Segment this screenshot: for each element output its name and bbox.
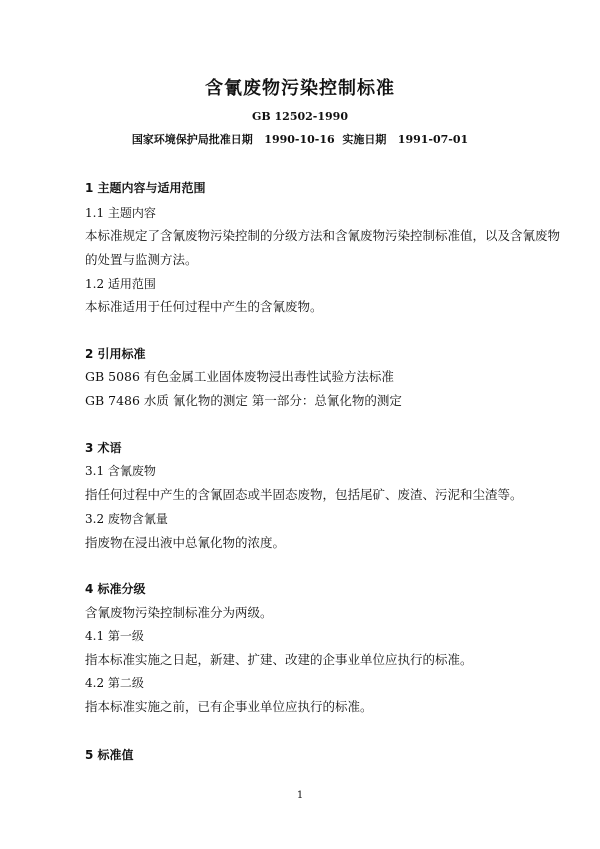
- section-3-heading: 3 术语: [85, 441, 122, 455]
- section-4-2-heading: 4.2 第二级: [85, 676, 144, 690]
- document-title: 含氰废物污染控制标准: [205, 78, 395, 99]
- section-1-1-text-line1: 本标准规定了含氰废物污染控制的分级方法和含氰废物污染控制标准值，以及含氰废物: [85, 228, 561, 243]
- reference-gb5086: GB 5086 有色金属工业固体废物浸出毒性试验方法标准: [85, 369, 394, 384]
- section-3-1-text: 指任何过程中产生的含氰固态或半固态废物，包括尾矿、废渣、污泥和尘渣等。: [85, 487, 523, 502]
- section-3-2-heading: 3.2 废物含氰量: [85, 512, 168, 526]
- section-4-2-text: 指本标准实施之前，已有企事业单位应执行的标准。: [85, 699, 373, 714]
- section-2-heading: 2 引用标准: [85, 347, 146, 361]
- section-4-intro: 含氰废物污染控制标准分为两级。: [85, 605, 273, 620]
- section-3-2-text: 指废物在浸出液中总氰化物的浓度。: [85, 535, 286, 550]
- approval-dates: 国家环境保护局批准日期 1990-10-16 实施日期 1991-07-01: [131, 133, 469, 146]
- standard-number: GB 12502-1990: [252, 110, 348, 123]
- section-4-heading: 4 标准分级: [85, 582, 146, 596]
- section-1-heading: 1 主题内容与适用范围: [85, 181, 206, 195]
- section-4-1-heading: 4.1 第一级: [85, 629, 144, 643]
- reference-gb7486: GB 7486 水质 氰化物的测定 第一部分：总氰化物的测定: [85, 393, 402, 408]
- page-number: 1: [296, 790, 304, 801]
- section-1-2-heading: 1.2 适用范围: [85, 277, 156, 291]
- section-1-2-text: 本标准适用于任何过程中产生的含氰废物。: [85, 299, 323, 314]
- section-1-1-text-line2: 的处置与监测方法。: [85, 252, 198, 267]
- section-4-1-text: 指本标准实施之日起，新建、扩建、改建的企事业单位应执行的标准。: [85, 652, 473, 667]
- section-1-1-heading: 1.1 主题内容: [85, 206, 156, 220]
- section-5-heading: 5 标准值: [85, 748, 134, 762]
- section-3-1-heading: 3.1 含氰废物: [85, 464, 156, 478]
